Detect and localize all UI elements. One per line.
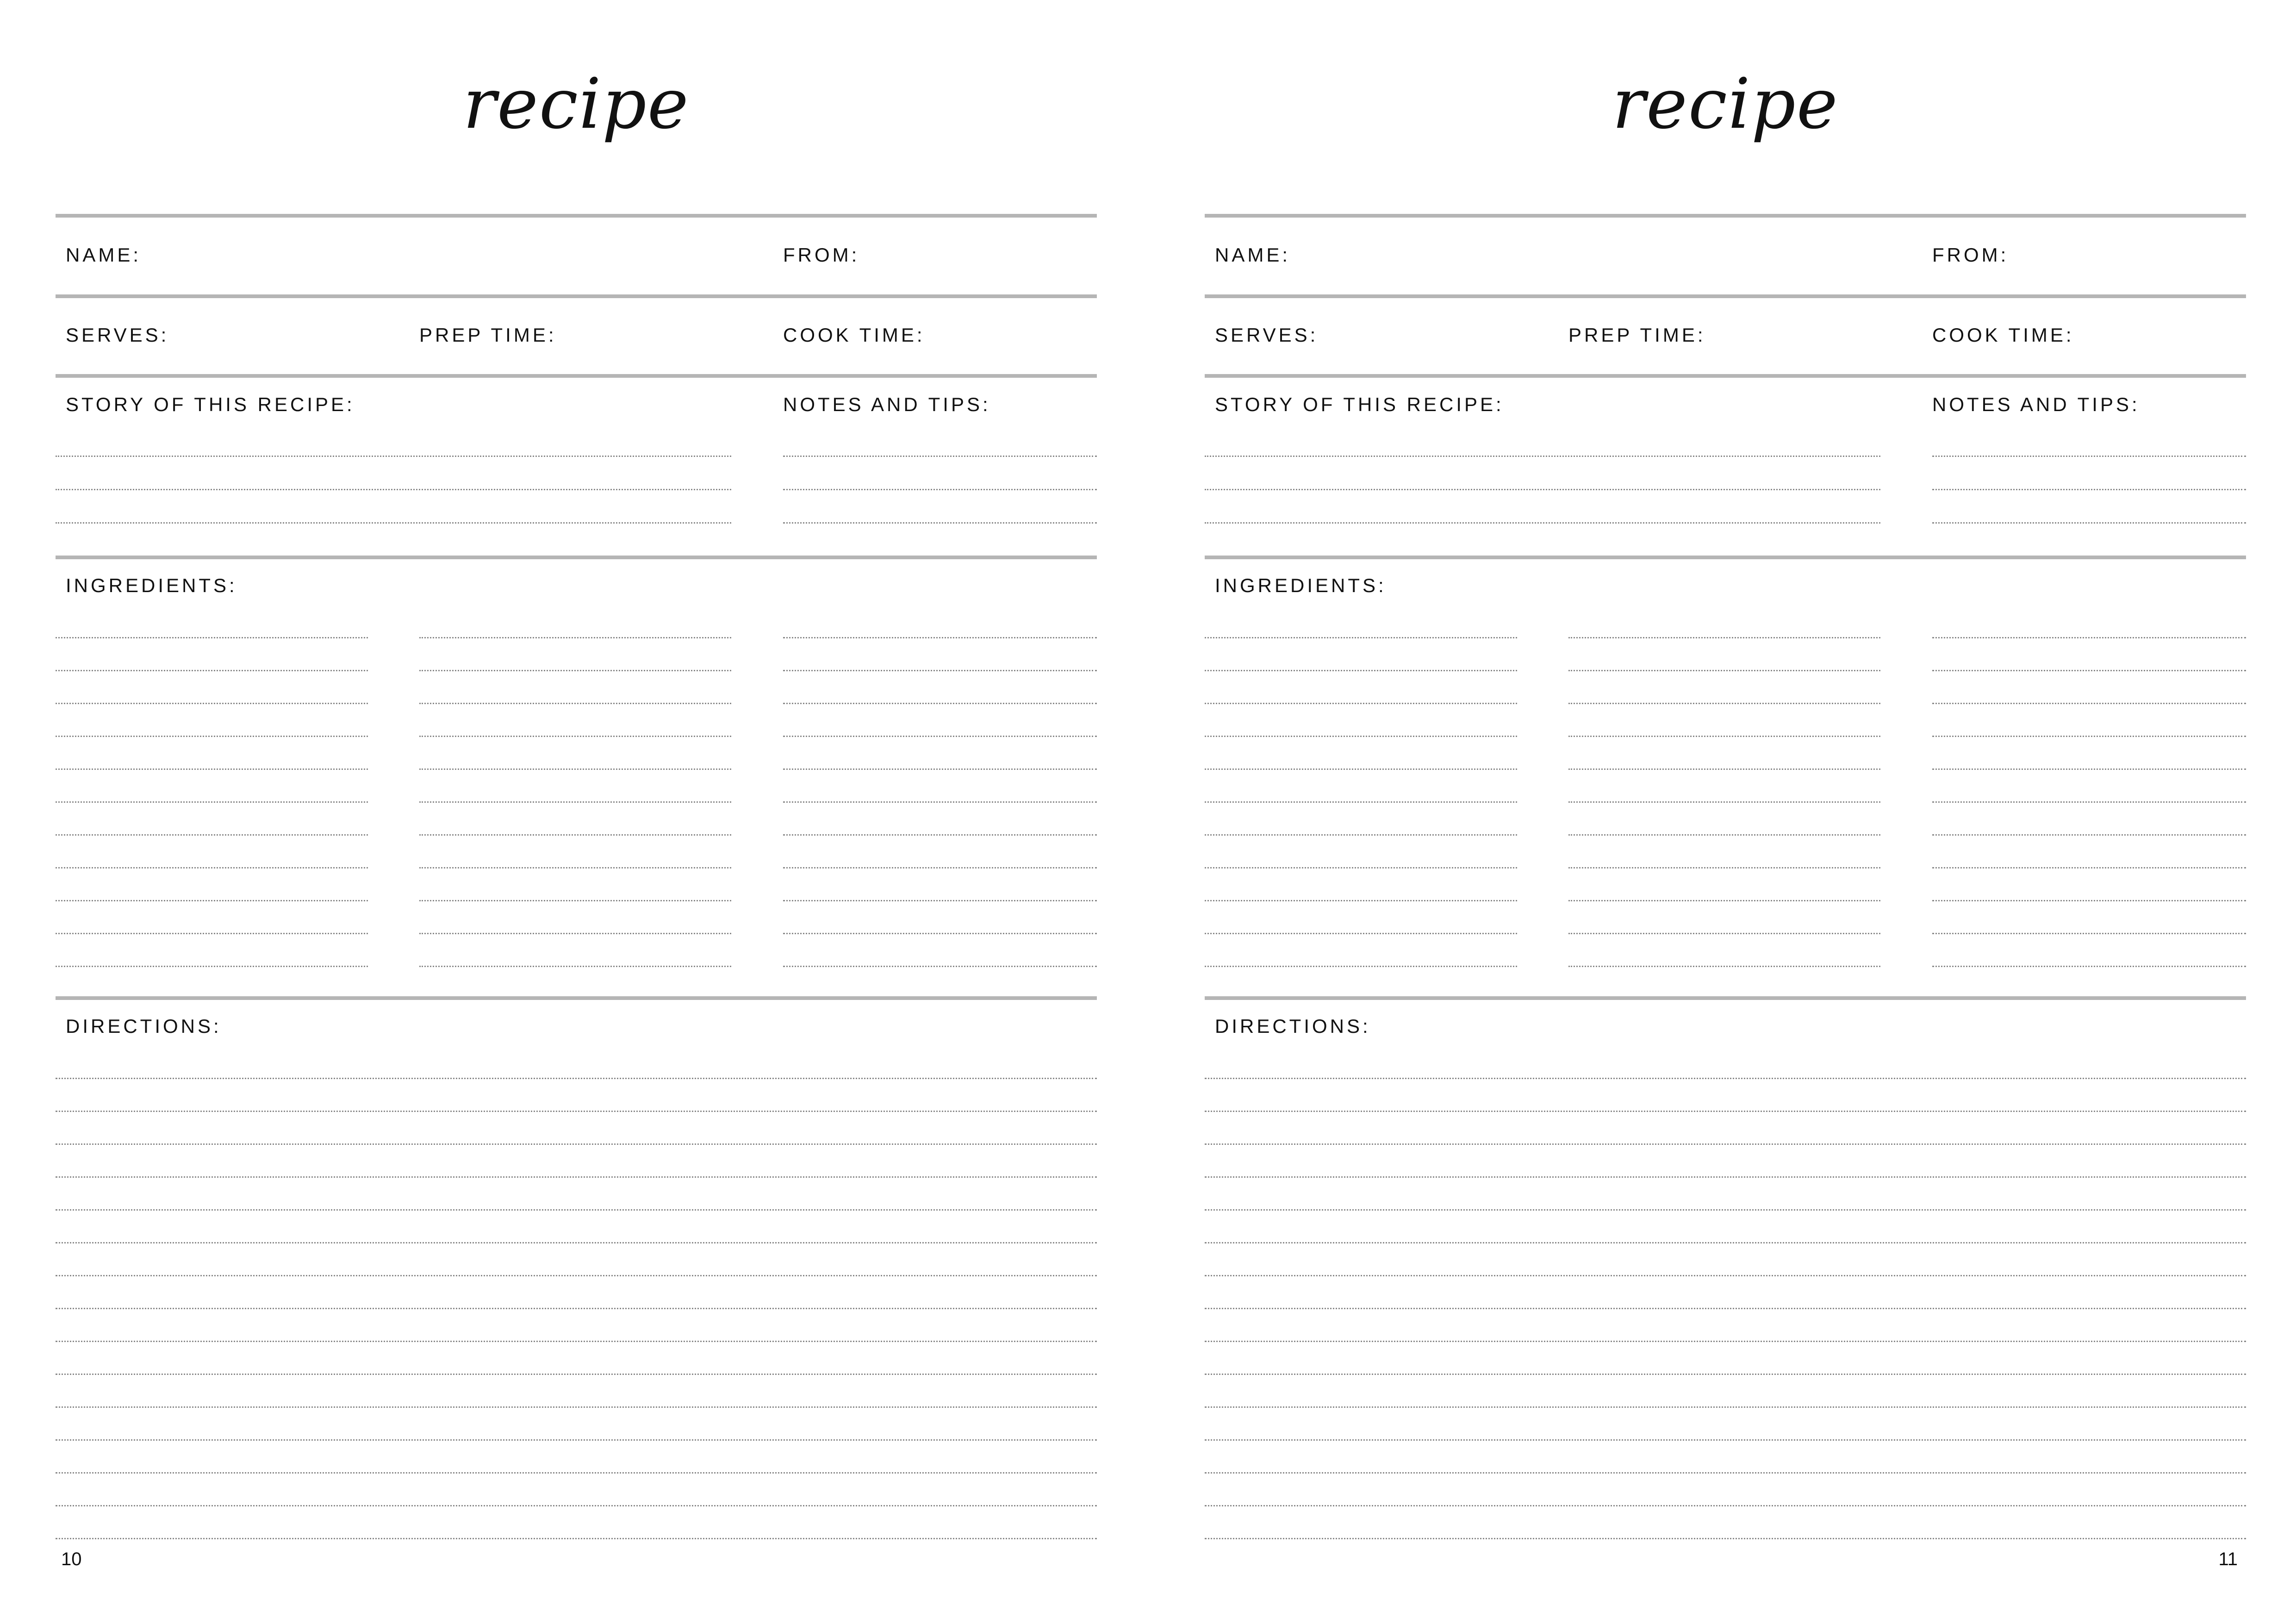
writing-line [1205, 900, 1517, 901]
writing-line [56, 1505, 1097, 1506]
writing-line [56, 1176, 1097, 1178]
writing-line [1205, 834, 1517, 836]
writing-line [1932, 670, 2246, 671]
writing-line [56, 1538, 1097, 1539]
divider [56, 556, 1097, 559]
writing-line [1205, 1143, 2246, 1145]
writing-line [56, 670, 368, 671]
writing-line [1205, 867, 1517, 868]
ingredients-label: INGREDIENTS: [66, 575, 237, 596]
writing-line [1568, 834, 1880, 836]
prep-time-label: PREP TIME: [1568, 324, 1706, 346]
divider [1205, 214, 2246, 218]
writing-line [56, 1209, 1097, 1211]
writing-line [56, 489, 731, 490]
writing-line [1205, 489, 1880, 490]
writing-line [419, 801, 731, 803]
writing-line [1932, 834, 2246, 836]
writing-line [419, 867, 731, 868]
writing-line [56, 1242, 1097, 1243]
writing-line [783, 637, 1097, 638]
divider [56, 374, 1097, 378]
writing-line [1205, 456, 1880, 457]
divider [1205, 374, 2246, 378]
divider [1205, 294, 2246, 298]
writing-line [419, 900, 731, 901]
directions-label: DIRECTIONS: [66, 1015, 222, 1037]
writing-line [1568, 736, 1880, 737]
writing-line [1205, 1374, 2246, 1375]
divider [56, 214, 1097, 218]
writing-line [419, 670, 731, 671]
writing-line [56, 966, 368, 967]
writing-line [1205, 1505, 2246, 1506]
writing-line [1205, 1275, 2246, 1276]
writing-line [1568, 637, 1880, 638]
directions-label: DIRECTIONS: [1215, 1015, 1371, 1037]
from-label: FROM: [1932, 244, 2009, 266]
writing-line [1205, 736, 1517, 737]
writing-line [1568, 900, 1880, 901]
divider [56, 294, 1097, 298]
writing-line [419, 834, 731, 836]
writing-line [56, 768, 368, 770]
writing-line [1205, 1406, 2246, 1408]
writing-line [1568, 670, 1880, 671]
recipe-page-right [1205, 0, 2246, 1624]
writing-line [1205, 522, 1880, 524]
serves-label: SERVES: [66, 324, 169, 346]
ingredients-label: INGREDIENTS: [1215, 575, 1387, 596]
writing-line [1932, 801, 2246, 803]
writing-line [56, 637, 368, 638]
writing-line [783, 736, 1097, 737]
writing-line [1205, 670, 1517, 671]
cook-time-label: COOK TIME: [1932, 324, 2074, 346]
writing-line [1568, 867, 1880, 868]
page-title: recipe [1612, 64, 1839, 144]
story-label: STORY OF THIS RECIPE: [1215, 394, 1504, 415]
writing-line [56, 867, 368, 868]
writing-line [56, 1078, 1097, 1079]
page-number: 11 [2218, 1549, 2238, 1569]
page-number: 10 [61, 1549, 82, 1569]
writing-line [783, 966, 1097, 967]
writing-line [783, 900, 1097, 901]
writing-line [1205, 1341, 2246, 1342]
writing-line [1932, 637, 2246, 638]
writing-line [419, 637, 731, 638]
writing-line [783, 522, 1097, 524]
writing-line [1205, 801, 1517, 803]
writing-line [1568, 933, 1880, 934]
writing-line [1932, 768, 2246, 770]
writing-line [783, 670, 1097, 671]
writing-line [1205, 703, 1517, 704]
writing-line [56, 1341, 1097, 1342]
writing-line [1205, 1538, 2246, 1539]
writing-line [419, 933, 731, 934]
writing-line [419, 736, 731, 737]
writing-line [56, 522, 731, 524]
writing-line [1932, 900, 2246, 901]
writing-line [1568, 801, 1880, 803]
writing-line [783, 867, 1097, 868]
writing-line [419, 768, 731, 770]
writing-line [783, 489, 1097, 490]
writing-line [1205, 1439, 2246, 1441]
divider [56, 996, 1097, 1000]
name-label: NAME: [1215, 244, 1291, 266]
recipe-page-left [56, 0, 1097, 1624]
writing-line [783, 801, 1097, 803]
writing-line [1932, 736, 2246, 737]
writing-line [1205, 768, 1517, 770]
notes-label: NOTES AND TIPS: [783, 394, 991, 415]
writing-line [1205, 966, 1517, 967]
writing-line [1205, 637, 1517, 638]
serves-label: SERVES: [1215, 324, 1319, 346]
writing-line [56, 1406, 1097, 1408]
writing-line [419, 966, 731, 967]
writing-line [56, 703, 368, 704]
writing-line [56, 1439, 1097, 1441]
writing-line [56, 801, 368, 803]
prep-time-label: PREP TIME: [419, 324, 557, 346]
writing-line [1932, 966, 2246, 967]
writing-line [56, 456, 731, 457]
writing-line [56, 1472, 1097, 1474]
writing-line [783, 768, 1097, 770]
writing-line [56, 900, 368, 901]
writing-line [56, 1143, 1097, 1145]
writing-line [1205, 1176, 2246, 1178]
writing-line [1205, 1209, 2246, 1211]
writing-line [1932, 703, 2246, 704]
writing-line [1568, 768, 1880, 770]
writing-line [56, 1308, 1097, 1309]
from-label: FROM: [783, 244, 860, 266]
divider [1205, 556, 2246, 559]
writing-line [783, 703, 1097, 704]
writing-line [1932, 522, 2246, 524]
story-label: STORY OF THIS RECIPE: [66, 394, 355, 415]
writing-line [56, 1111, 1097, 1112]
writing-line [1932, 933, 2246, 934]
writing-line [1932, 456, 2246, 457]
name-label: NAME: [66, 244, 142, 266]
writing-line [56, 736, 368, 737]
writing-line [56, 1275, 1097, 1276]
divider [1205, 996, 2246, 1000]
writing-line [783, 456, 1097, 457]
writing-line [419, 703, 731, 704]
writing-line [1205, 1308, 2246, 1309]
writing-line [56, 1374, 1097, 1375]
writing-line [1932, 867, 2246, 868]
writing-line [1205, 933, 1517, 934]
writing-line [783, 834, 1097, 836]
writing-line [56, 834, 368, 836]
writing-line [1205, 1078, 2246, 1079]
writing-line [783, 933, 1097, 934]
writing-line [1205, 1472, 2246, 1474]
writing-line [1205, 1242, 2246, 1243]
writing-line [1568, 966, 1880, 967]
writing-line [1568, 703, 1880, 704]
writing-line [1205, 1111, 2246, 1112]
writing-line [1932, 489, 2246, 490]
notes-label: NOTES AND TIPS: [1932, 394, 2140, 415]
writing-line [56, 933, 368, 934]
page-title: recipe [463, 64, 690, 144]
cook-time-label: COOK TIME: [783, 324, 925, 346]
